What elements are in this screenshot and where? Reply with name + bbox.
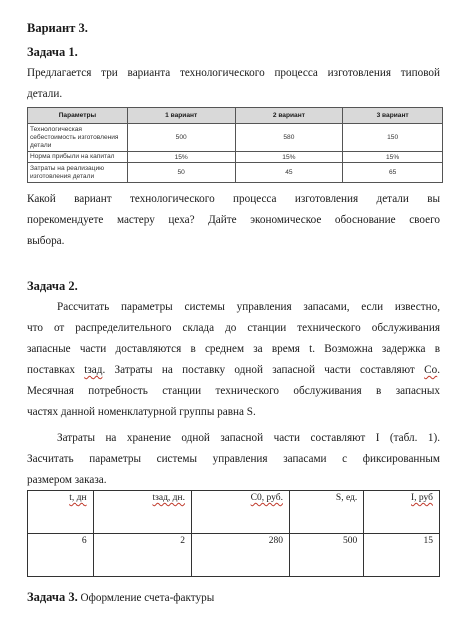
table-cell: 280: [191, 534, 289, 577]
table-cell: 15%: [127, 152, 235, 163]
column-header: Параметры: [28, 108, 128, 124]
table-header-row: [28, 491, 440, 534]
column-header: 2 вариант: [235, 108, 343, 124]
variant-title: Вариант 3.: [27, 21, 88, 35]
task2-p1-line1: Рассчитать параметры системы управления запасами, если известно,: [57, 301, 440, 313]
task2-parameters-table: [27, 490, 440, 577]
task2-p2-line2: Засчитать параметры системы управления запасами с фиксированным: [27, 453, 440, 465]
task2-p1-line3: запасные части доставляются в среднем за время t. Возможна задержка в: [27, 343, 440, 355]
column-header: S, ед.: [289, 491, 363, 534]
task1-intro-line2: детали.: [27, 88, 63, 100]
column-header: C0, руб.: [191, 491, 289, 534]
table-cell: 15%: [343, 152, 443, 163]
table-header-row: [28, 108, 443, 124]
table-row: [28, 152, 443, 163]
table-cell: 150: [343, 124, 443, 152]
task2-p1-line5: Месячная потребность станции технического обслуживания в запасных: [27, 385, 440, 397]
row-label: Норма прибыли на капитал: [28, 152, 128, 163]
table-row: [28, 534, 440, 577]
table-cell: 45: [235, 163, 343, 183]
task2-p1-line4: поставках tзад. Затраты на поставку одной запасной части составляют Со.: [27, 364, 440, 376]
task1-question-line1: Какой вариант технологического процесса изготовления детали вы: [27, 193, 440, 205]
table-cell: 50: [127, 163, 235, 183]
table-cell: 15%: [235, 152, 343, 163]
task2-p1-line2: что от распределительного склада до станции технического обслуживания: [27, 322, 440, 334]
column-header: 3 вариант: [343, 108, 443, 124]
task2-title: Задача 2.: [27, 279, 78, 293]
column-header: t, дн: [28, 491, 94, 534]
table-cell: 500: [289, 534, 363, 577]
task1-question-line3: выбора.: [27, 235, 65, 247]
table-cell: 500: [127, 124, 235, 152]
row-label: Технологическая себестоимость изготовления детали: [28, 124, 128, 152]
table-cell: 2: [93, 534, 191, 577]
task2-p1-line6: частях данной номенклатурной группы равна S.: [27, 406, 256, 418]
column-header: 1 вариант: [127, 108, 235, 124]
table-cell: 6: [28, 534, 94, 577]
column-header: tзад, дн.: [93, 491, 191, 534]
table-cell: 580: [235, 124, 343, 152]
task2-p2-line3: размером заказа.: [27, 474, 107, 486]
task1-question-line2: порекомендуете мастеру цеха? Дайте экономическое обоснование своего: [27, 214, 440, 226]
table-cell: 15: [364, 534, 440, 577]
table-row: [28, 124, 443, 152]
task2-p2-line1: Затраты на хранение одной запасной части составляют I (табл. 1).: [57, 432, 440, 444]
task3-heading: Задача 3. Оформление счета-фактуры: [27, 590, 215, 604]
task1-intro-line1: Предлагается три варианта технологического процесса изготовления типовой: [27, 67, 440, 79]
table-row: [28, 163, 443, 183]
task1-options-table: [27, 107, 443, 183]
task1-title: Задача 1.: [27, 45, 78, 59]
column-header: I, руб: [364, 491, 440, 534]
row-label: Затраты на реализацию изготовления детали: [28, 163, 128, 183]
table-cell: 65: [343, 163, 443, 183]
